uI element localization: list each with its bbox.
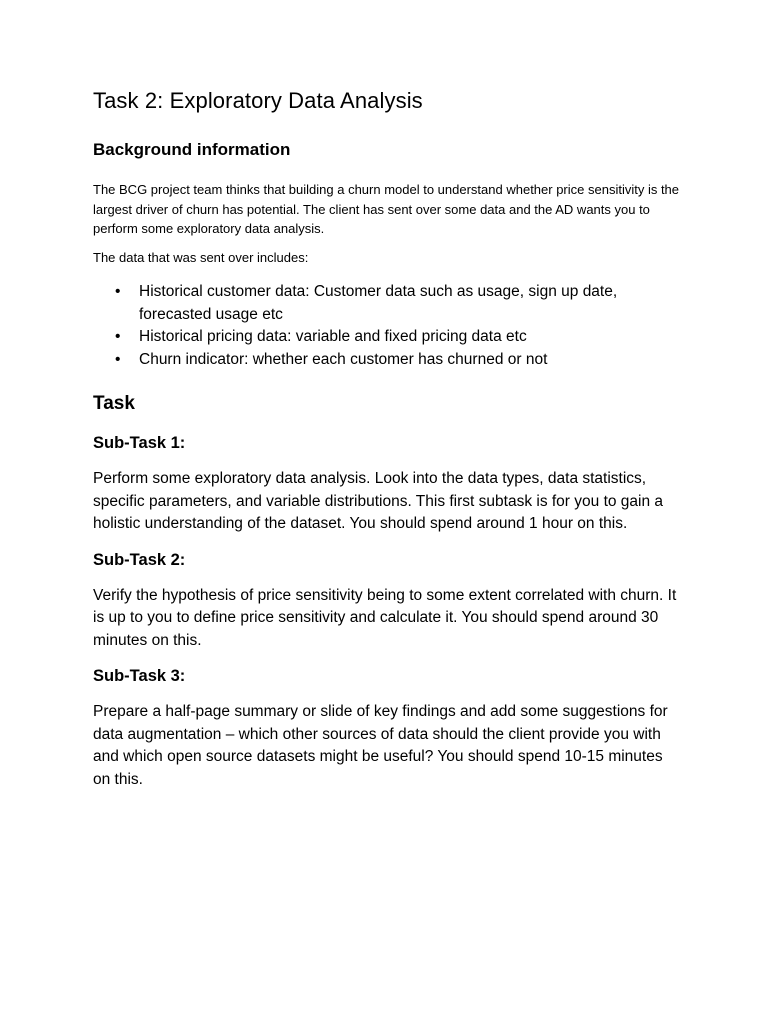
background-heading: Background information [93,140,291,159]
bullet-icon: • [115,283,121,300]
subtask-1-heading: Sub-Task 1: [93,434,186,452]
data-list [93,281,683,371]
data-intro-paragraph: The data that was sent over includes: [93,249,309,265]
document-title: Task 2: Exploratory Data Analysis [93,88,423,113]
subtask-2-heading: Sub-Task 2: [93,550,186,569]
bullet-icon: • [115,328,121,345]
list-item-text: Historical customer data: Customer data such as usage, sign up date, forecasted usage etc [139,283,618,323]
subtask-3-heading: Sub-Task 3: [93,667,186,685]
subtask-3-text: Prepare a half-page summary or slide of key findings and add some suggestions for data augmentation – which other sources of data should the client provide you with and which open source datasets might be useful? You should spend 10-15 minutes on this. [93,703,668,788]
task-heading: Task [93,393,135,414]
list-item [93,281,683,326]
list-item [93,349,683,372]
subtask-1-text: Perform some exploratory data analysis. Look into the data types, data statistics, specific parameters, and variable distributions. This first subtask is for you to gain a holistic understanding of the dataset. You should spend around 1 hour on this. [93,470,664,532]
document-page [93,88,683,806]
subtask-2-text: Verify the hypothesis of price sensitivity being to some extent correlated with churn. It is up to you to define price sensitivity and calculate it. You should spend around 30 minutes on this. [93,586,677,649]
bullet-icon: • [115,350,121,368]
list-item-text: Churn indicator: whether each customer has churned or not [139,350,548,368]
background-paragraph: The BCG project team thinks that building a churn model to understand whether price sensitivity is the largest driver of churn has potential. The client has sent over some data and the AD wants you to perform some exploratory data analysis. [93,182,680,236]
list-item [93,326,683,349]
list-item-text: Historical pricing data: variable and fixed pricing data etc [139,328,527,345]
